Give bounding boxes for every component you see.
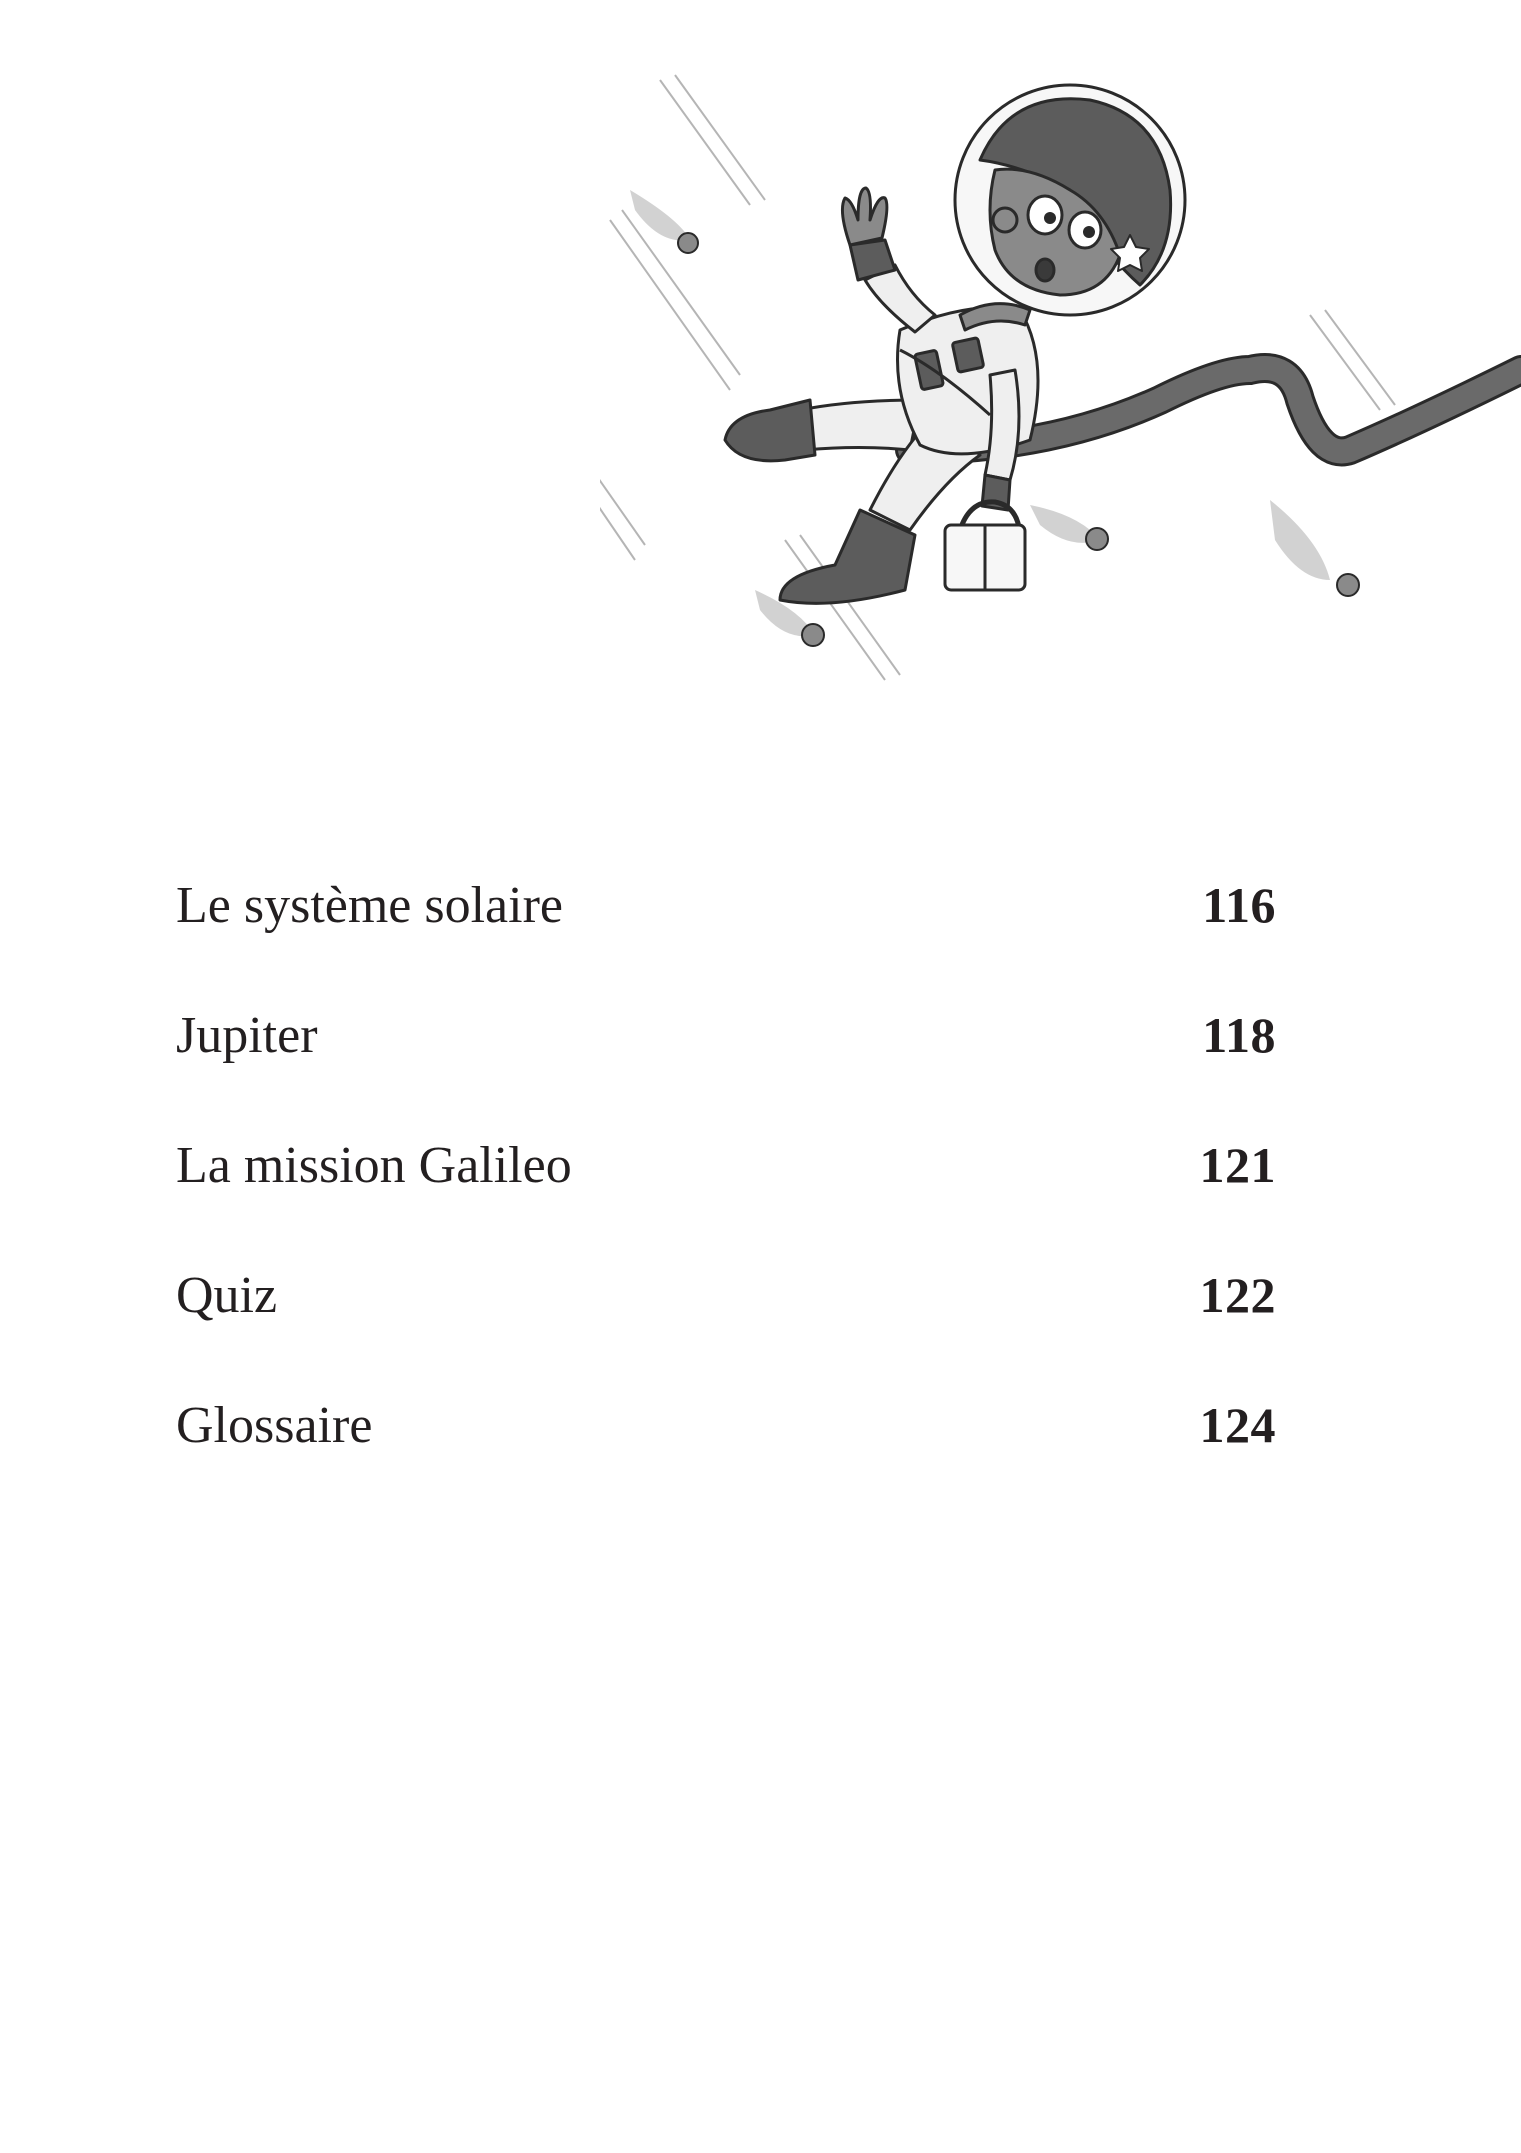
toc-entry-page: 116 — [1202, 877, 1276, 933]
toc-entry-title: Le système solaire — [176, 877, 563, 934]
toc-entry-title: Jupiter — [176, 1007, 318, 1064]
toc-entry-page: 121 — [1199, 1137, 1276, 1193]
meteor-icon — [1270, 500, 1359, 596]
toc-entry — [176, 1137, 1276, 1270]
meteor-icon — [1030, 505, 1108, 550]
toc-entry — [176, 1397, 1276, 1530]
toc-entry-page: 124 — [1199, 1397, 1276, 1453]
toc-entry-page: 118 — [1202, 1007, 1276, 1063]
toc-entry-title: Glossaire — [176, 1397, 373, 1454]
table-of-contents — [176, 877, 1276, 1530]
toc-entry — [176, 1007, 1276, 1140]
toc-entry-page: 122 — [1199, 1267, 1276, 1323]
astronaut — [725, 85, 1185, 603]
astronaut-illustration — [600, 70, 1521, 720]
toc-entry-title: La mission Galileo — [176, 1137, 572, 1194]
toc-entry-title: Quiz — [176, 1267, 278, 1324]
meteor-icon — [630, 190, 698, 253]
toc-entry — [176, 1267, 1276, 1400]
toc-entry — [176, 877, 1276, 1010]
